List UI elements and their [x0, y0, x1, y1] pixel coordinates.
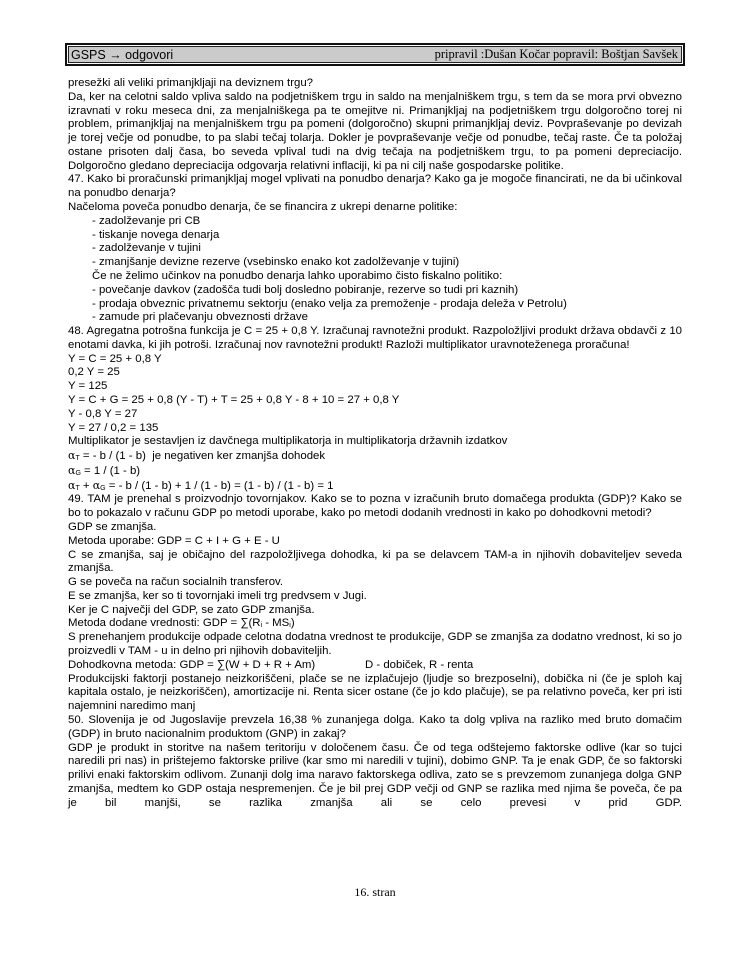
- answer-paragraph: C se zmanjša, saj je običajno del razpoložljivega dohodka, ki pa se delavcem TAM-a in njihovih dobaviteljev seveda zmanjša.: [68, 548, 682, 575]
- income-method-formula: [68, 659, 682, 673]
- answer-paragraph: S prenehanjem produkcije odpade celotna dodatna vrednost te produkcije, GDP se zmanjša za dodatno vrednost, ki so jo proizvedli v TAM - u in delno pri njihovih dobaviteljih.: [68, 631, 682, 658]
- formula-part: Metoda dodane vrednosti: GDP = ∑(R: [68, 617, 261, 630]
- subscript-t: T: [75, 484, 80, 492]
- subscript-t: T: [75, 455, 80, 463]
- answer-47-lead: Načeloma poveča ponudbo denarja, če se financira z ukrepi denarne politike:: [68, 201, 458, 214]
- equation-line: Y = C + G = 25 + 0,8 (Y - T) + T = 25 + 0,8 Y - 8 + 10 = 27 + 0,8 Y: [68, 393, 400, 406]
- alpha-t-rest: = - b / (1 - b) je negativen ker zmanjša dohodek: [79, 450, 326, 463]
- list-item: - zmanjšanje devizne rezerve (vsebinsko enako kot zadolževanje v tujini): [92, 256, 460, 269]
- subscript-g: G: [100, 484, 106, 492]
- question-50: 50. Slovenija je od Jugoslavije prevzela 16,38 % zunanjega dolga. Kako ta dolg vpliva na razliko med bruto domačim (GDP) in bruto nacionalnim produktom (GNP) in zakaj?: [68, 713, 682, 740]
- alpha-symbol: α: [92, 478, 101, 492]
- equation-line: Y = 27 / 0,2 = 135: [68, 421, 159, 434]
- question-tail: presežki ali veliki primanjkljaji na deviznem trgu?: [68, 77, 313, 89]
- question-47: 47. Kako bi proračunski primanjkljaj mogel vplivati na ponudbo denarja? Kako ga je mogoče financirati, ne da bi učinkoval na ponudbo denarja?: [68, 173, 682, 200]
- subscript-i: i: [260, 622, 263, 630]
- income-method-legend: D - dobiček, R - renta: [365, 658, 474, 671]
- subscript-g: G: [75, 469, 81, 477]
- formula-part: - MS: [262, 617, 290, 630]
- equation-line: Y = 125: [68, 380, 108, 393]
- list-item: - zadolževanje v tujini: [92, 242, 201, 255]
- answer-line: GDP se zmanjša.: [68, 521, 157, 533]
- page-number: 16. stran: [354, 885, 396, 899]
- answer-line: E se zmanjša, ker so ti tovornjaki imeli trg predvsem v Jugi.: [68, 589, 367, 602]
- alpha-g-rest: = 1 / (1 - b): [80, 464, 141, 477]
- list-item: - zadolževanje pri CB: [92, 214, 201, 227]
- question-49: 49. TAM je prenehal s proizvodnjo tovornjakov. Kako se to pozna v izračunih bruto domačega produkta (GDP)? Kako se bo to pokazalo v računu GDP po metodi uporabe, kako po metodi dodanih vrednosti in kako po dohodkovni metodi?: [68, 493, 682, 520]
- list-item: - tiskanje novega denarja: [92, 228, 220, 241]
- answer-paragraph: Produkcijski faktorji postanejo neizkoriščeni, plače se ne izplačujejo (ljudje so brezposelni), dobička ni (če je sploh kaj kapitala ostalo, je neizkoriščen), amortizacije ni. Renta sicer ostane (če jo kdo plačuje), se pa relativno poveča, ker pri isti najemnini naredimo manj: [68, 672, 682, 713]
- alpha-g-formula: [68, 464, 682, 479]
- answer-paragraph: GDP je produkt in storitve na našem teritoriju v določenem času. Če od tega odštejemo faktorske odlive (kar so tujci naredili pri nas) in prištejemo faktorske prilive (kar smo mi naredili v tujini), dobimo GNP. Ta je enak GDP, če so faktorski prilivi enaki faktorskim odlivom. Zunanji dolg ima naravo faktorskega odliva, zato se s prevzemom zunanjega dolga GNP zmanjša, medtem ko GDP ostaja nespremenjen. Če je bil prej GDP večji od GNP se razlika med njima še poveča, če pa je bil manjši, se razlika zmanjša ali se celo prevesi v prid GDP.: [68, 741, 682, 809]
- formula-part: ): [290, 617, 295, 630]
- alpha-symbol: α: [68, 478, 76, 492]
- equation-line: Y - 0,8 Y = 27: [68, 407, 138, 420]
- list-item: - povečanje davkov (zadošča tudi bolj dosledno pobiranje, rezerve so tudi pri kaznih): [92, 283, 519, 296]
- alpha-symbol: α: [68, 449, 76, 463]
- multiplier-text: Multiplikator je sestavljen iz davčnega multiplikatorja in multiplikatorja državnih izdatkov: [68, 435, 508, 448]
- answer-line: G se poveča na račun socialnih transferov.: [68, 576, 284, 589]
- author-credits: pripravil :Dušan Kočar popravil: Boštjan Savšek: [434, 47, 678, 61]
- document-title: GSPS → odgovori: [71, 47, 174, 62]
- alpha-sum-formula: [68, 479, 682, 494]
- alpha-symbol: α: [68, 463, 76, 477]
- document-body: [68, 77, 682, 810]
- income-method-text: Dohodkovna metoda: GDP = ∑(W + D + R + Am): [68, 658, 316, 671]
- alpha-sum-rest: = - b / (1 - b) + 1 / (1 - b) = (1 - b) / (1 - b) = 1: [105, 479, 334, 492]
- answer-line: Ker je C največji del GDP, se zato GDP zmanjša.: [68, 603, 315, 616]
- list-item: - prodaja obveznic privatnemu sektorju (enako velja za premoženje - prodaja deleža v Petrolu): [92, 297, 567, 310]
- alpha-t-formula: [68, 449, 682, 464]
- list-item: - zamude pri plačevanju obveznosti države: [92, 311, 308, 324]
- answer-paragraph: Da, ker na celotni saldo vpliva saldo na podjetniškem trgu in saldo na menjalniškem trgu, s tem da se mora prvi obvezno izravnati v roku meseca dni, za menjalniškega pa te omejitve ni. Primanjkljaj na podjetniškem trgu dolgoročno torej ni problem, primanjkljaj na menjalniškem trgu pa pomeni (dolgoročno) skupni primanjkljaj deviz. Povpraševanje po devizah je torej večje od ponudbe, to pa slabi tečaj tolarja. Dokler je povpraševanje večje od ponudbe, tečaj raste. Če ta položaj ostane prisoten dalj časa, bo seveda vplival tudi na dvig tečaja na podjetniškem trgu, to pa pomeni depreciacijo. Dolgoročno gledano depreciacija odgovarja relativni inflaciji, ki pa ni cilj naše gospodarske politike.: [68, 90, 682, 172]
- added-value-formula: [68, 617, 682, 631]
- answer-47-fiscal-lead: Če ne želimo učinkov na ponudbo denarja lahko uporabimo čisto fiskalno politiko:: [92, 269, 503, 282]
- subscript-i: i: [289, 622, 291, 630]
- answer-line: Metoda uporabe: GDP = C + I + G + E - U: [68, 534, 280, 547]
- plus-sign: +: [79, 479, 93, 492]
- question-48: 48. Agregatna potrošna funkcija je C = 25 + 0,8 Y. Izračunaj ravnotežni produkt. Razpoložljivi produkt država obdavči z 10 enotami davka, ki jih potroši. Izračunaj nov ravnotežni produkt! Razloži multiplikator uravnoteženega proračuna!: [68, 325, 682, 351]
- page-header: [65, 43, 685, 66]
- equation-line: Y = C = 25 + 0,8 Y: [68, 352, 162, 365]
- page-header-box: [68, 46, 682, 63]
- equation-line: 0,2 Y = 25: [68, 366, 120, 379]
